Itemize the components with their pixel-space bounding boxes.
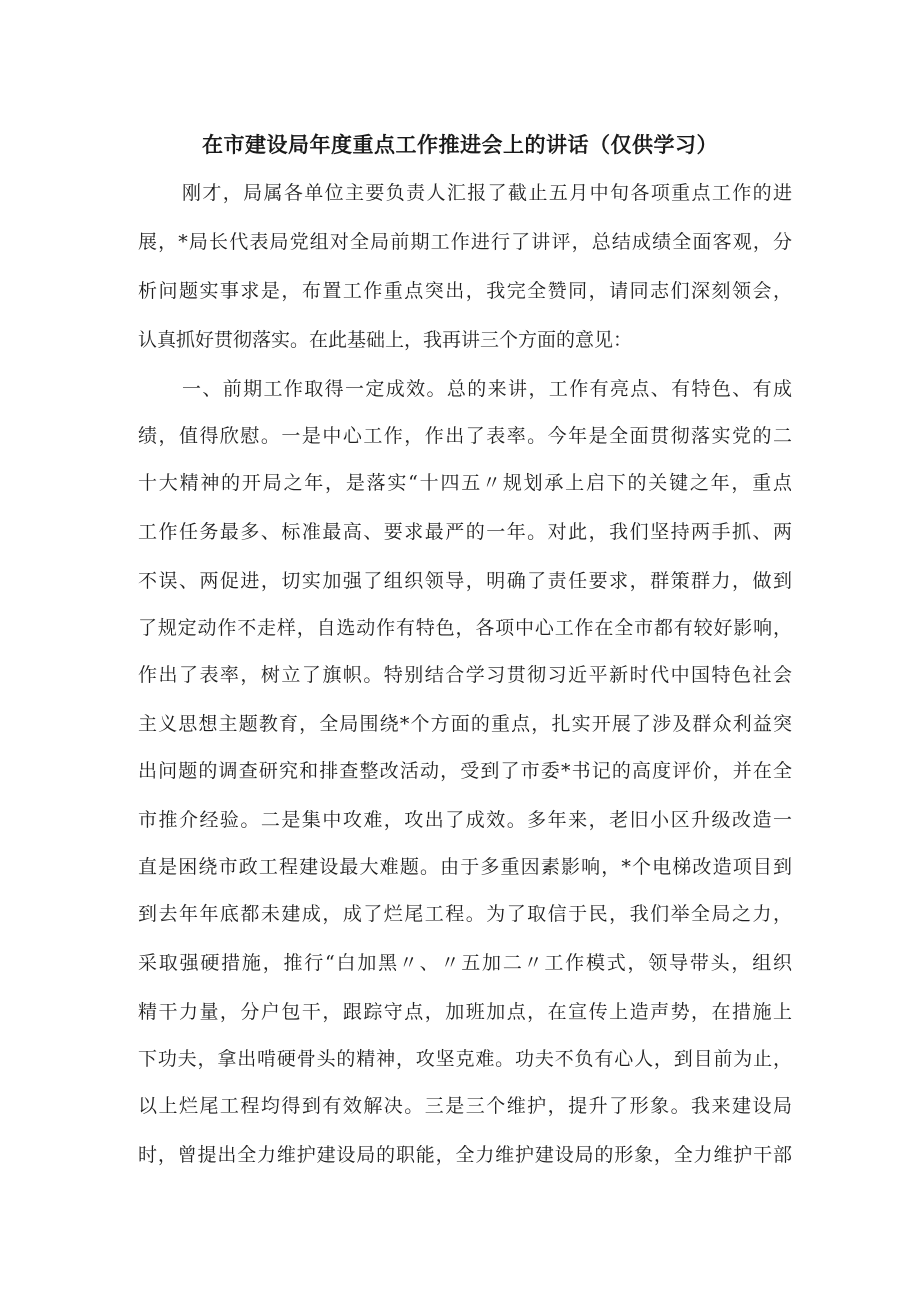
paragraph-2-line-9: 出问题的调查研究和排查整改活动，受到了市委*书记的高度评价，并在全: [138, 760, 792, 782]
paragraph-2-line-1: 一、前期工作取得一定成效。总的来讲，工作有亮点、有特色、有成: [182, 378, 792, 400]
paragraph-1-line-3: 析问题实事求是，布置工作重点突出，我完全赞同，请同志们深刻领会，: [138, 280, 792, 302]
paragraph-2-line-11: 直是困绕市政工程建设最大难题。由于多重因素影响，*个电梯改造项目到: [138, 856, 792, 878]
paragraph-2-line-7: 作出了表率，树立了旗帜。特别结合学习贯彻习近平新时代中国特色社会: [138, 664, 792, 686]
paragraph-1-line-2: 展，*局长代表局党组对全局前期工作进行了讲评，总结成绩全面客观，分: [138, 231, 792, 253]
paragraph-2-line-15: 下功夫，拿出啃硬骨头的精神，攻坚克难。功夫不负有心人，到目前为止，: [138, 1048, 792, 1070]
paragraph-2-line-3: 十大精神的开局之年，是落实“十四五〃规划承上启下的关键之年，重点: [138, 472, 792, 494]
paragraph-2-line-8: 主义思想主题教育，全局围绕*个方面的重点，扎实开展了涉及群众利益突: [138, 713, 792, 735]
paragraph-2-line-12: 到去年年底都未建成，成了烂尾工程。为了取信于民，我们举全局之力，: [138, 903, 792, 925]
paragraph-2-line-5: 不误、两促进，切实加强了组织领导，明确了责任要求，群策群力，做到: [138, 570, 792, 592]
paragraph-2-line-10: 市推介经验。二是集中攻难，攻出了成效。多年来，老旧小区升级改造一: [138, 809, 792, 831]
paragraph-2-line-14: 精干力量，分户包干，跟踪守点，加班加点，在宣传上造声势，在措施上: [138, 1001, 792, 1023]
document-title: 在市建设局年度重点工作推进会上的讲话（仅供学习）: [202, 133, 718, 157]
paragraph-2-line-6: 了规定动作不走样，自选动作有特色，各项中心工作在全市都有较好影响，: [138, 617, 792, 639]
paragraph-2-line-17: 时，曾提出全力维护建设局的职能，全力维护建设局的形象，全力维护干部: [138, 1144, 792, 1166]
paragraph-1-line-4: 认真抓好贯彻落实。在此基础上，我再讲三个方面的意见：: [138, 329, 633, 351]
paragraph-2-line-2: 绩，值得欣慰。一是中心工作，作出了表率。今年是全面贯彻落实党的二: [138, 425, 792, 447]
paragraph-1-line-1: 刚才，局属各单位主要负责人汇报了截止五月中旬各项重点工作的进: [182, 182, 792, 204]
paragraph-2-line-4: 工作任务最多、标准最高、要求最严的一年。对此，我们坚持两手抓、两: [138, 521, 792, 543]
paragraph-2-line-13: 采取强硬措施，推行“白加黑〃、〃五加二〃工作模式，领导带头，组织: [138, 952, 792, 974]
paragraph-2-line-16: 以上烂尾工程均得到有效解决。三是三个维护，提升了形象。我来建设局: [138, 1095, 792, 1117]
